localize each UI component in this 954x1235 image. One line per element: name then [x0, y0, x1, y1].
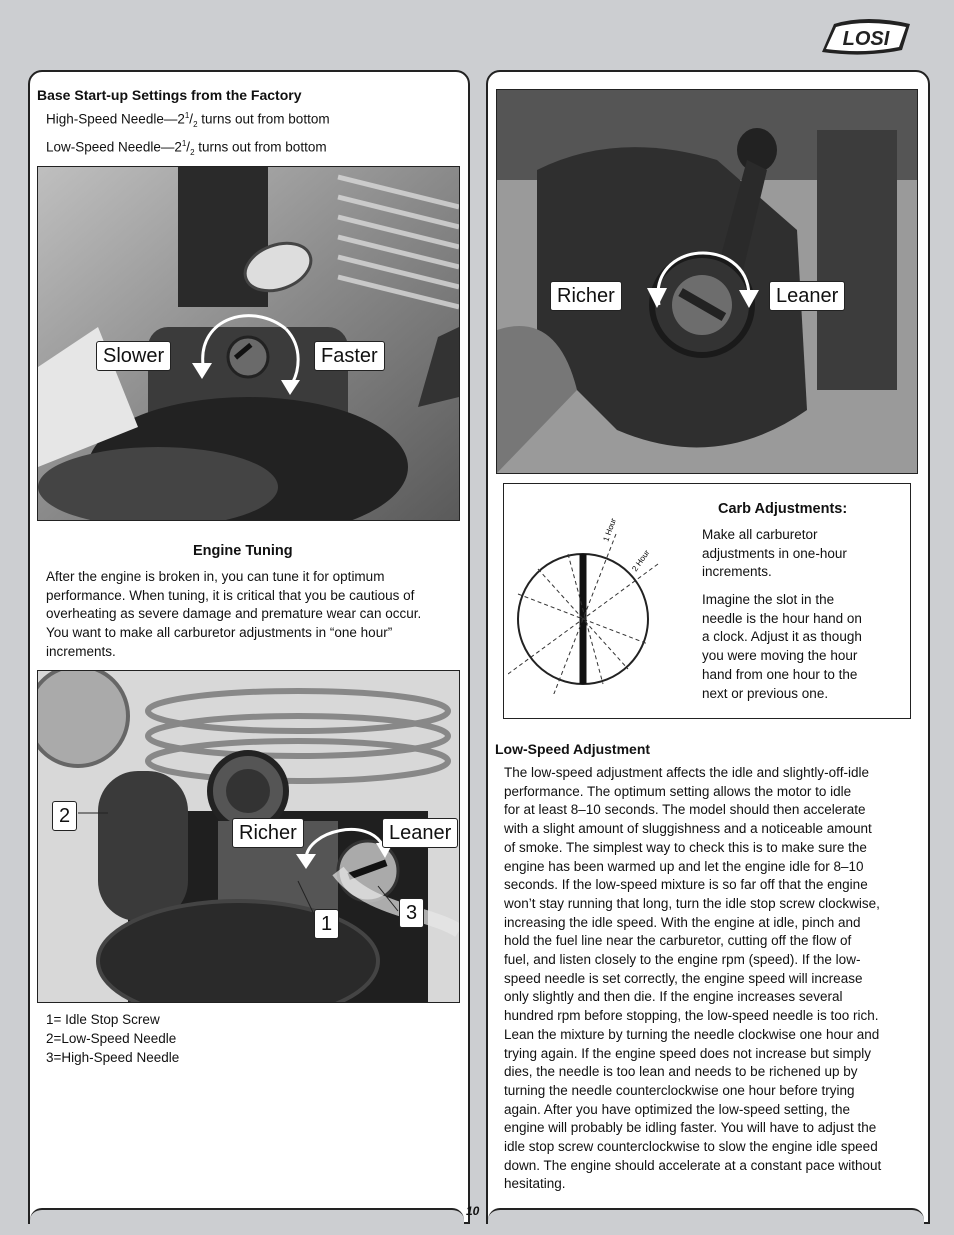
engine-tuning-title: Engine Tuning [193, 543, 293, 559]
engine-photo-idle [37, 166, 460, 521]
hour1-label: 1 Hour [601, 517, 619, 543]
clock-diagram [508, 514, 688, 694]
right-panel-footer [488, 1208, 924, 1232]
richer-label-3: Richer [550, 281, 622, 311]
carb-adjustments-box [503, 483, 911, 719]
carb-text-1: Make all carburetor adjustments in one-hour increments. [702, 527, 847, 580]
high-speed-setting: High-Speed $Needle—2^1/_2$ turns out from bottom [46, 111, 330, 130]
legend-item: 1= Idle Stop Screw [46, 1012, 160, 1027]
leaner-label-3: Leaner [769, 281, 845, 311]
slower-label: Slower [96, 341, 171, 371]
logo-text: LOSI [842, 28, 890, 50]
page-number: 10 [466, 1204, 480, 1218]
low-speed-text: The low-speed adjustment affects the idle and slightly-off-idle performance. The optimum setting allows the motor to idle for at least 8–10 seconds. The model should then accelerate with a slight amount of sluggishness and a noticeable amount of smoke. The simplest way to check this is to make sure the engine has been warmed up and let the engine idle for 8–10 seconds. If the low-speed mixture is so far off that the engine won’t stay running that long, turn the idle stop screw clockwise, increasing the idle speed. With the engine at idle, pinch and hold the fuel line near the carburetor, cutting off the flow of fuel, and listen closely to the engine rpm (speed). If the low- speed needle is set correctly, the engine speed will increase only slightly and then die. If the engine increases several hundred rpm before stopping, the low-speed needle is too rich. Lean the mixture by turning the needle clockwise one hour and trying again. If the engine speed does not increase but simply dies, the needle is too lean and needs to be richened up by turning the needle counterclockwise one hour before trying again. After you have optimized the low-speed setting, the engine will probably be idling faster. You will have to adjust the idle stop screw counterclockwise to slow the engine idle speed down. The engine should accelerate at a constant pace without hesitating. [504, 765, 882, 1192]
low-speed-setting: Low-Speed $Needle—2^1/_2$ turns out from bottom [46, 139, 327, 158]
legend-item: 3=High-Speed Needle [46, 1050, 180, 1065]
callout-2: 2 [52, 801, 77, 831]
engine-tuning-text: After the engine is broken in, you can tune it for optimum performance. When tuning, it is critical that you be cautious of overheating as severe damage and premature wear can occur. You want to make all carburetor adjustments in “one hour” increments. [46, 569, 422, 659]
callout-3: 3 [399, 898, 424, 928]
photo-legend [46, 1010, 179, 1067]
carb-text-2: Imagine the slot in the needle is the hour hand on a clock. Adjust it as though you were moving the hour hand from one hour to the next or previous one. [702, 592, 862, 701]
richer-label-2: Richer [232, 818, 304, 848]
leaner-label-2: Leaner [382, 818, 458, 848]
carburetor-photo [496, 89, 918, 474]
carb-title: Carb Adjustments: [718, 501, 848, 517]
engine-photo-needles [37, 670, 460, 1003]
low-speed-title: Low-Speed Adjustment [495, 741, 651, 757]
faster-label: Faster [314, 341, 385, 371]
base-settings-title: Base Start-up Settings from the Factory [37, 87, 302, 103]
losi-logo [816, 16, 916, 58]
legend-item: 2=Low-Speed Needle [46, 1031, 177, 1046]
left-panel-footer [30, 1208, 464, 1232]
hour2-label: 2 Hour [630, 548, 652, 574]
callout-1: 1 [314, 909, 339, 939]
